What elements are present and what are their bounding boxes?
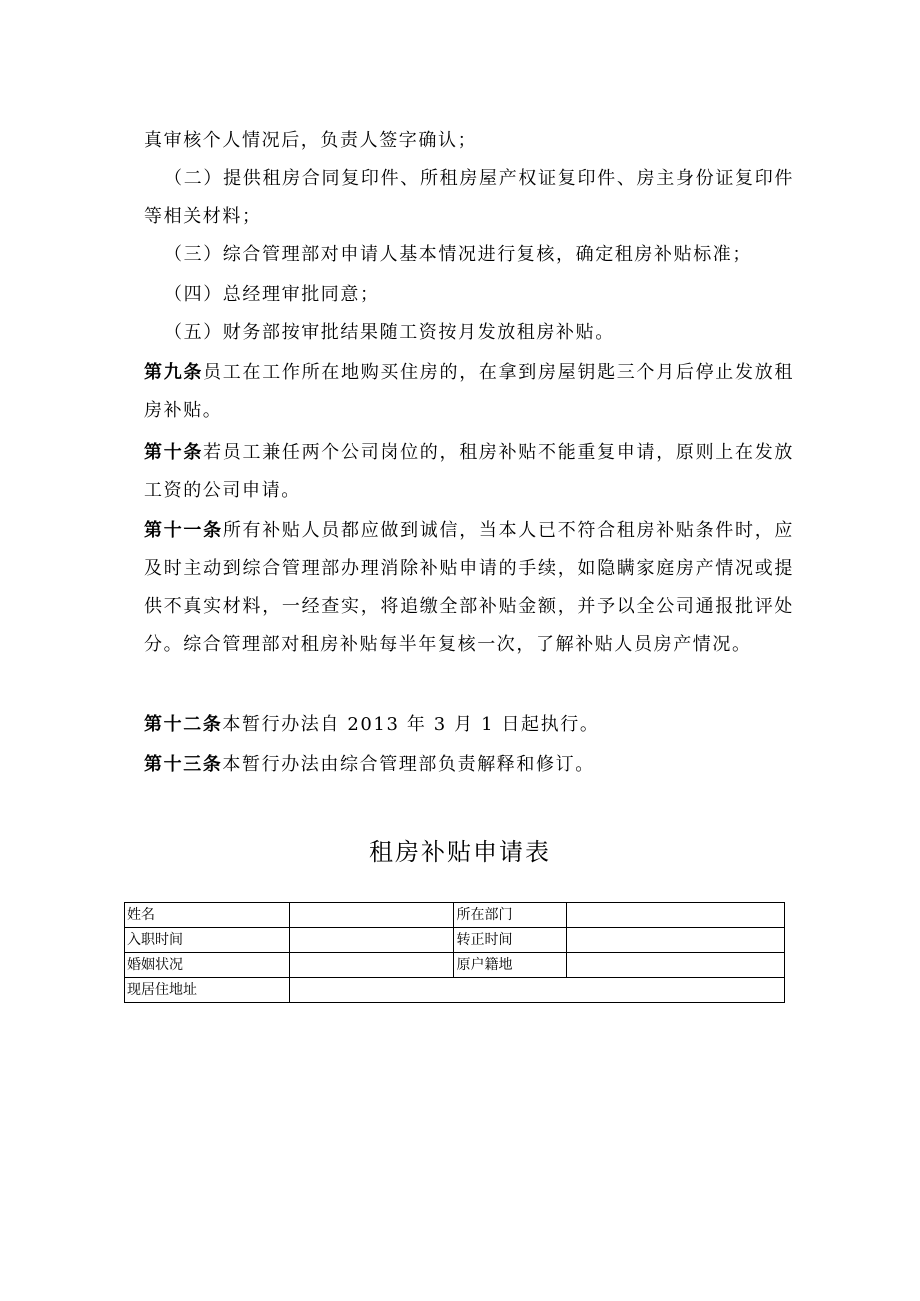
form-title: 租房补贴申请表 [369,838,551,866]
table-row [125,903,785,928]
field-label: 现居住地址 [125,978,290,1003]
address-value-cell[interactable] [289,978,784,1003]
application-form-table [124,902,785,1003]
hire-date-value-cell[interactable] [289,928,454,953]
article-text: 若员工兼任两个公司岗位的，租房补贴不能重复申请，原则上在发放工资的公司申请。 [144,442,794,501]
article-label: 第十一条 [144,520,223,541]
paragraph-text: （五）财务部按审批结果随工资按月发放租房补贴。 [164,322,615,343]
article-text: 员工在工作所在地购买住房的，在拿到房屋钥匙三个月后停止发放租房补贴。 [144,362,794,421]
article-label: 第十二条 [144,714,223,735]
table-row [125,953,785,978]
department-value-cell[interactable] [567,903,785,928]
regularization-date-value-cell[interactable] [567,928,785,953]
table-row [125,928,785,953]
field-label: 姓名 [125,903,290,928]
article-9 [144,354,794,430]
article-13 [144,746,794,784]
article-12 [144,706,794,744]
article-label: 第十三条 [144,754,223,775]
household-origin-value-cell[interactable] [567,953,785,978]
article-text: 本暂行办法由综合管理部负责解释和修订。 [222,754,595,775]
paragraph-item-4 [144,276,794,314]
field-label: 所在部门 [454,903,567,928]
paragraph-item-2 [144,160,794,236]
paragraph-text: （二）提供租房合同复印件、所租房屋产权证复印件、房主身份证复印件等相关材料； [144,168,794,227]
name-value-cell[interactable] [289,903,454,928]
field-label: 婚姻状况 [125,953,290,978]
article-text: 本暂行办法自 2013 年 3 月 1 日起执行。 [222,714,600,735]
table-row [125,978,785,1003]
paragraph-text: （四）总经理审批同意； [164,284,380,305]
paragraph-item-3 [144,236,794,274]
article-text: 所有补贴人员都应做到诚信，当本人已不符合租房补贴条件时，应及时主动到综合管理部办理消除补贴申请的手续，如隐瞒家庭房产情况或提供不真实材料，一经查实，将追缴全部补贴金额，并予以全公司通报批评处分。综合管理部对租房补贴每半年复核一次，了解补贴人员房产情况。 [144,520,794,655]
field-label: 转正时间 [454,928,567,953]
paragraph-text: 真审核个人情况后，负责人签字确认； [144,130,478,151]
paragraph-item-5 [144,314,794,352]
article-label: 第十条 [144,442,204,463]
paragraph-continuation [144,122,794,160]
field-label: 入职时间 [125,928,290,953]
field-label: 原户籍地 [454,953,567,978]
marital-status-value-cell[interactable] [289,953,454,978]
article-label: 第九条 [144,362,204,383]
article-10 [144,434,794,510]
article-11 [144,512,794,664]
paragraph-text: （三）综合管理部对申请人基本情况进行复核，确定租房补贴标准； [164,244,752,265]
